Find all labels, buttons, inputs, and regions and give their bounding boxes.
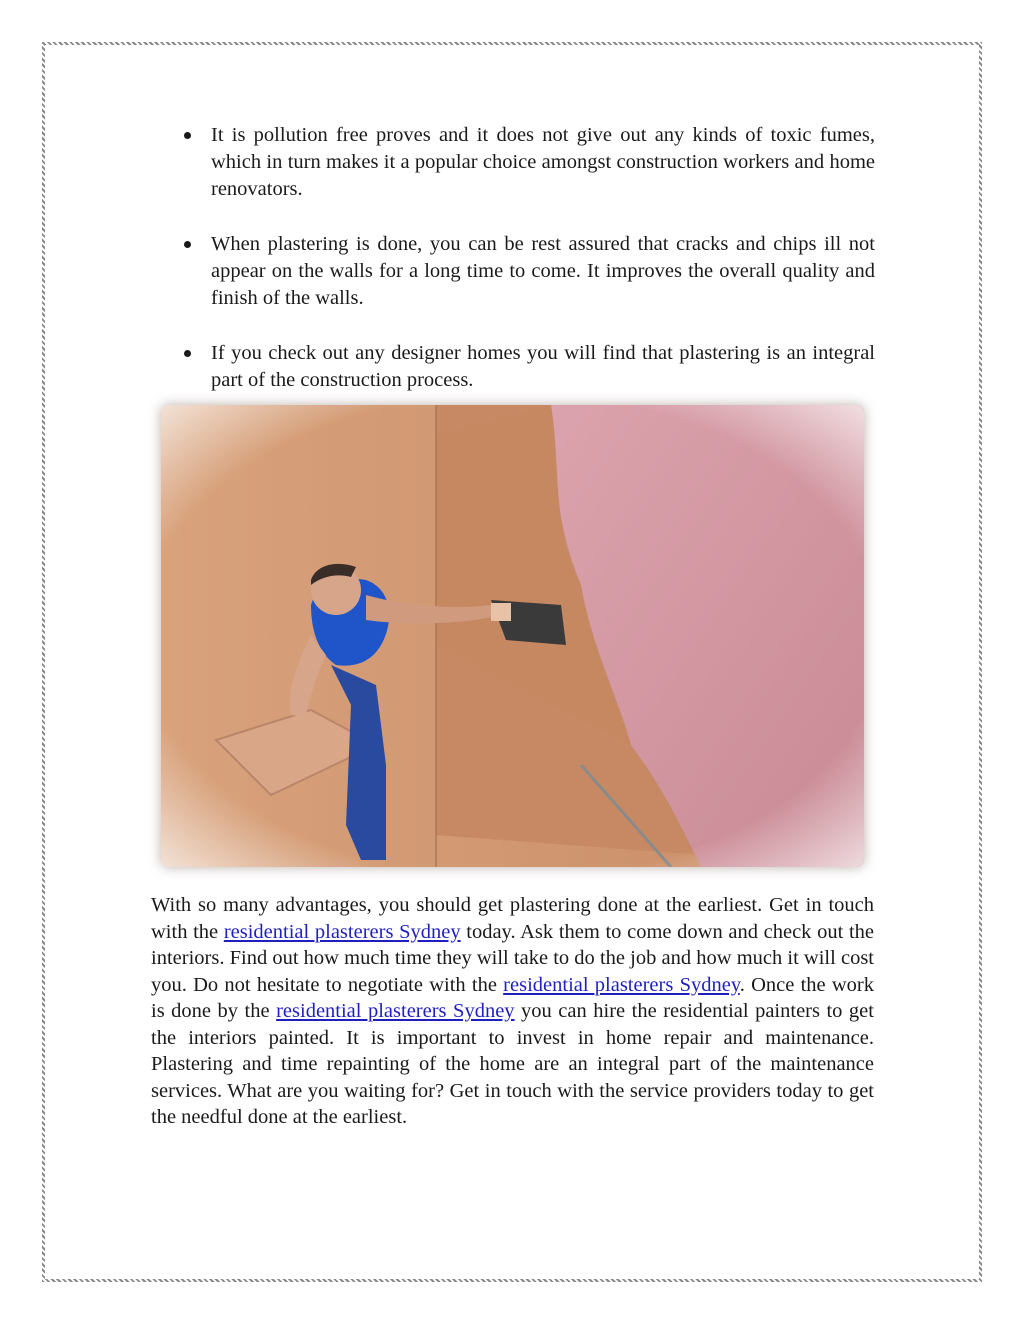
bullet-item [180, 122, 875, 203]
bullet-dot-icon [184, 350, 191, 357]
bullet-list [180, 122, 875, 422]
paragraph-text: . Once the work is done by the [151, 973, 874, 1022]
bullet-text: When plastering is done, you can be rest assured that cracks and chips ill not appear on the walls for a long time to come. It improves the overall quality and finish of the walls. [211, 233, 875, 309]
bullet-text: It is pollution free proves and it does not give out any kinds of toxic fumes, which in turn makes it a popular choice amongst construction workers and home renovators. [211, 124, 875, 200]
paragraph-text: today. Ask them to come down and check out the interiors. Find out how much time they will take to do the job and how much it will cost you. Do not hesitate to negotiate with the [151, 920, 874, 996]
paragraph-text: you can hire the residential painters to get the interiors painted. It is important to invest in home repair and maintenance. Plastering and time repainting of the home are an integral part of the maintenance services. What are you waiting for? Get in touch with the service providers today to get the needful done at the earliest. [151, 1000, 874, 1128]
closing-paragraph [151, 892, 874, 1131]
residential-plasterers-link[interactable]: residential plasterers Sydney [276, 1000, 515, 1022]
bullet-item [180, 340, 875, 394]
plasterer-photo [161, 405, 864, 867]
bullet-item [180, 231, 875, 312]
bullet-dot-icon [184, 132, 191, 139]
residential-plasterers-link[interactable]: residential plasterers Sydney [503, 973, 740, 996]
paragraph-text: With so many advantages, you should get plastering done at the earliest. Get in touch with the [151, 894, 874, 943]
bullet-dot-icon [184, 241, 191, 248]
plasterer-illustration [161, 405, 864, 867]
bullet-text: If you check out any designer homes you will find that plastering is an integral part of the construction process. [211, 342, 875, 391]
residential-plasterers-link[interactable]: residential plasterers Sydney [223, 920, 461, 943]
